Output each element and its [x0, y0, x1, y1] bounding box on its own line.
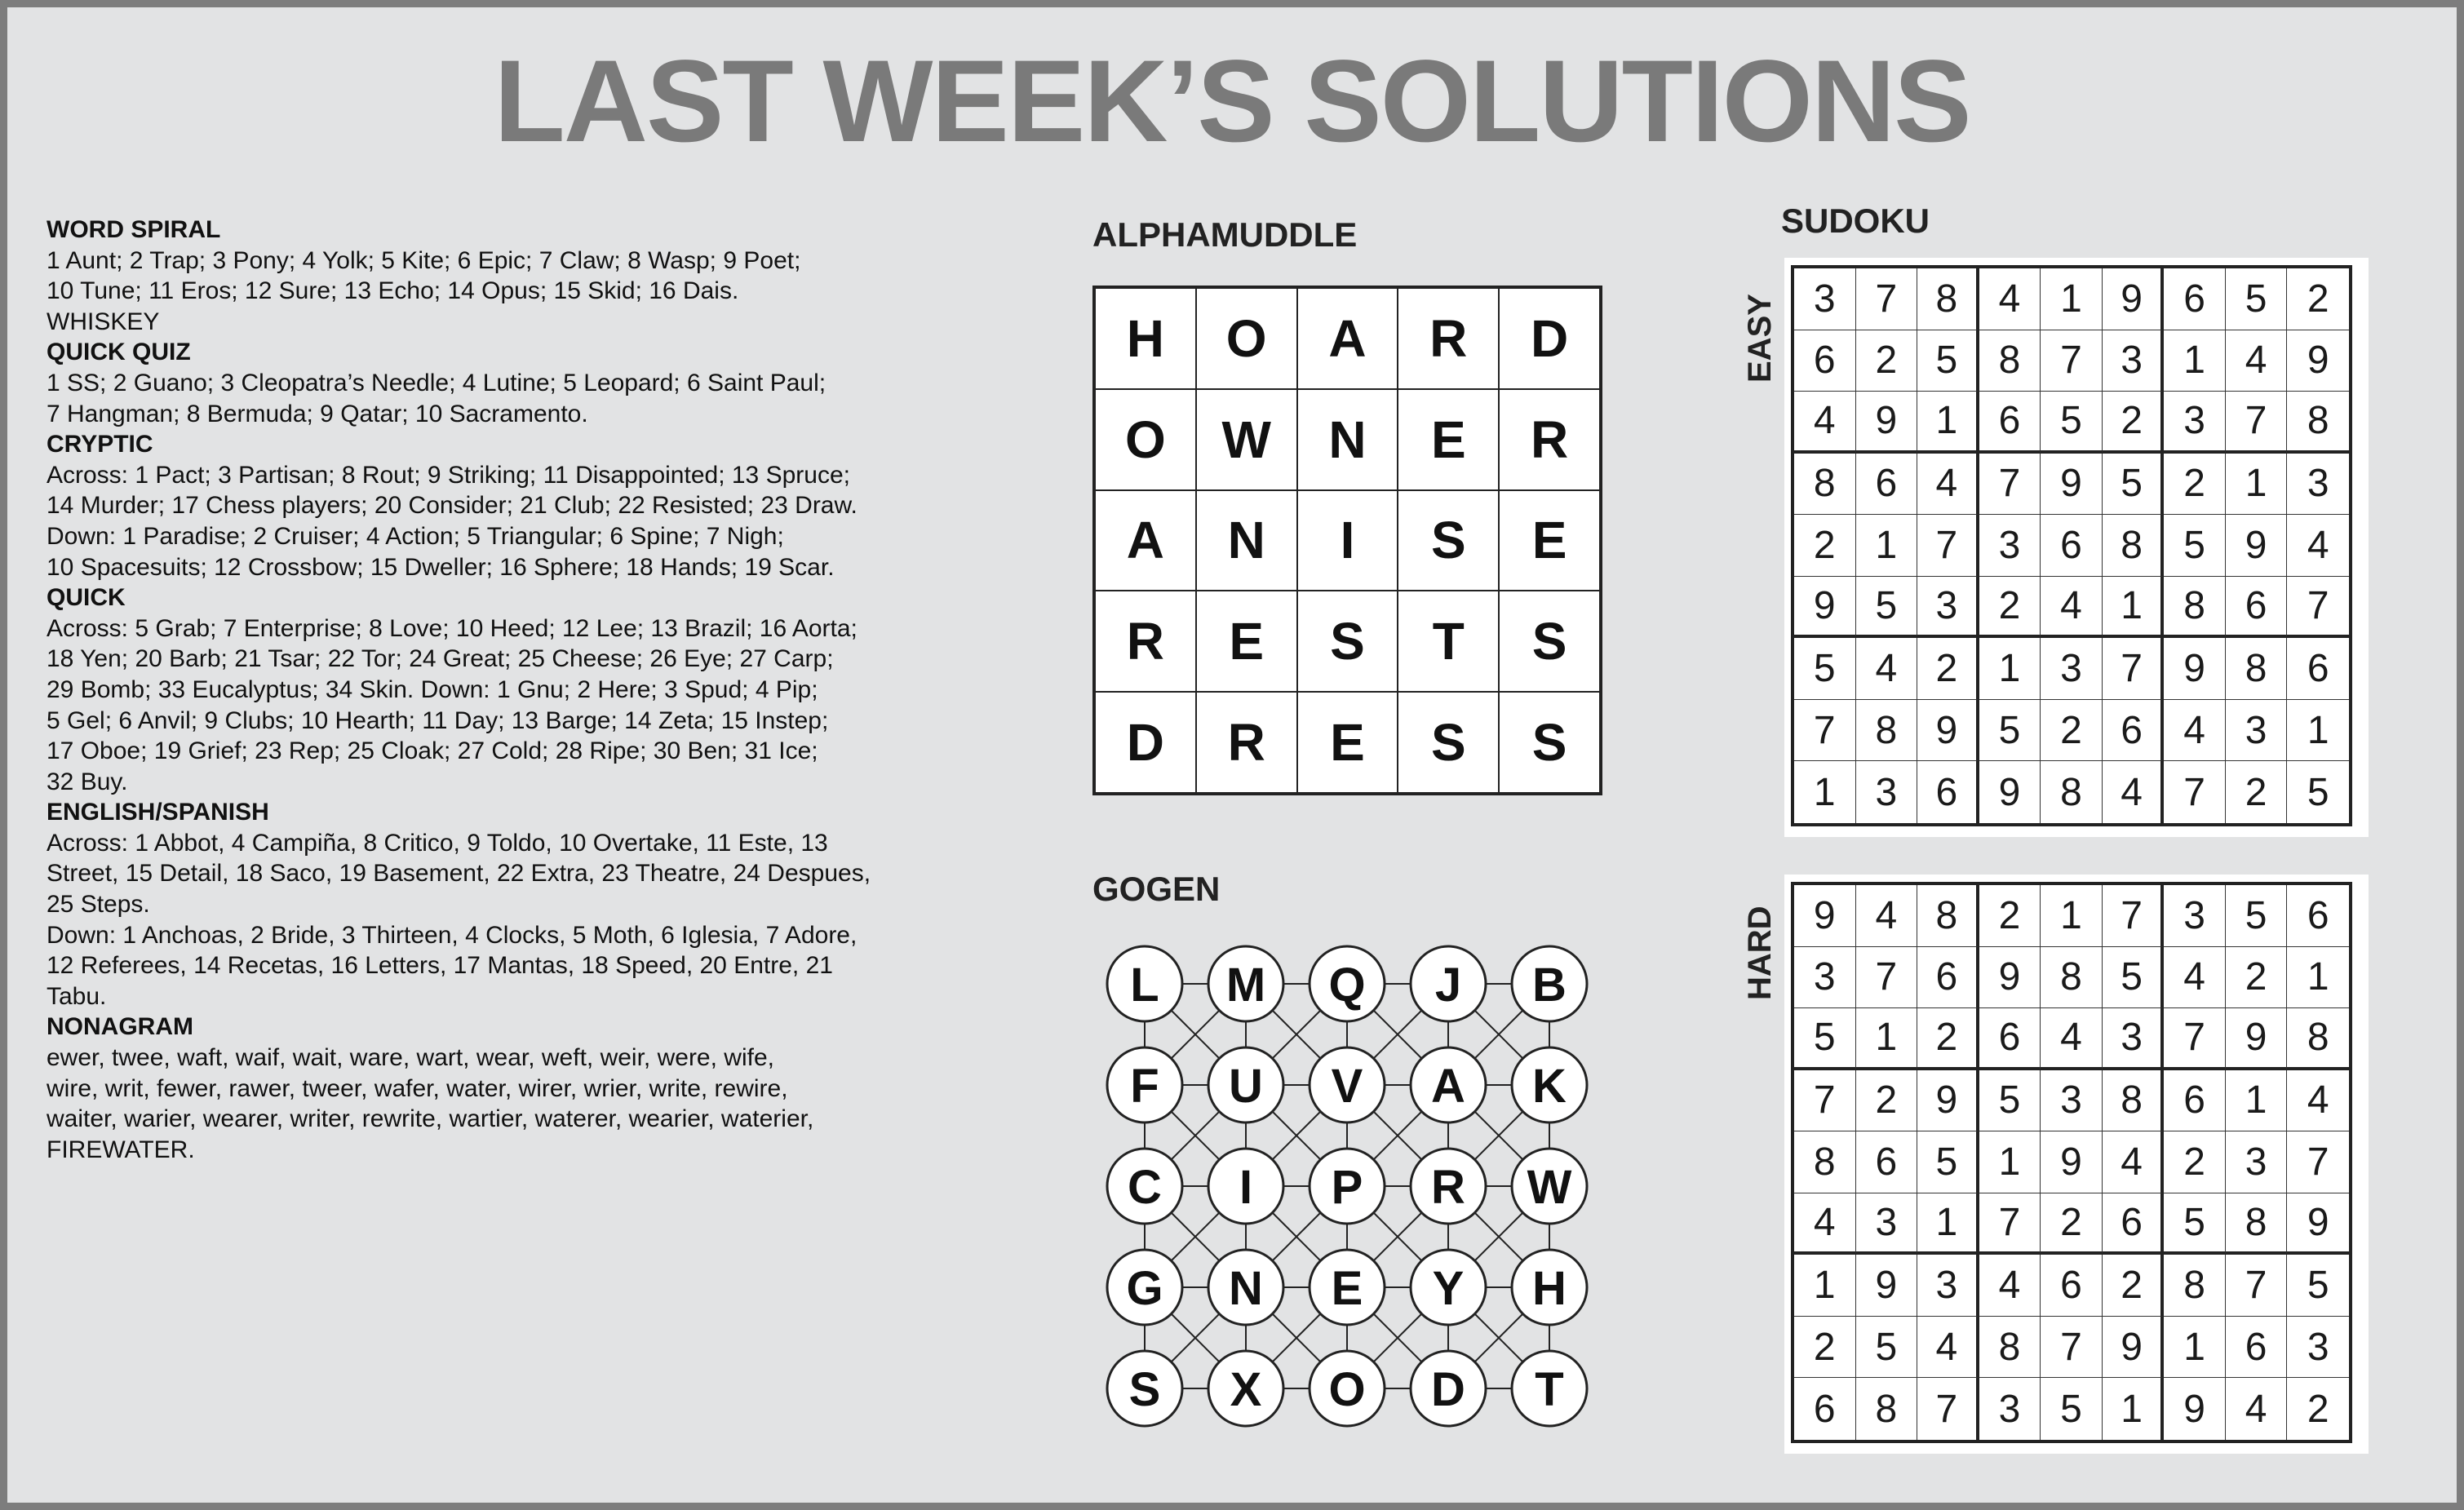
section-text-line: wire, writ, fewer, rawer, tweer, wafer, water, wirer, wrier, write, rewire,	[47, 1074, 788, 1102]
sudoku-hard-cell: 6	[2226, 1317, 2288, 1379]
sudoku-hard-cell: 3	[1794, 947, 1856, 1009]
gogen-letter: S	[1128, 1363, 1161, 1416]
sudoku-hard-cell: 7	[1917, 1378, 1979, 1440]
sudoku-hard-cell: 9	[1979, 947, 2041, 1009]
section-text-line: ewer, twee, waft, waif, wait, ware, wart, wear, weft, weir, were, wife,	[47, 1044, 774, 1072]
sudoku-hard-cell: 8	[1856, 1378, 1918, 1440]
sudoku-easy-cell: 1	[1856, 515, 1918, 577]
sudoku-easy-cell: 7	[1856, 268, 1918, 330]
sudoku-easy-cell: 5	[2226, 268, 2288, 330]
sudoku-hard-cell: 6	[1856, 1131, 1918, 1193]
section-text-line: 14 Murder; 17 Chess players; 20 Consider; 21 Club; 22 Resisted; 23 Draw.	[47, 492, 858, 520]
page-title: LAST WEEK’S SOLUTIONS	[494, 37, 1970, 166]
sudoku-hard-cell: 2	[1979, 885, 2041, 947]
alphamuddle-cell: S	[1499, 692, 1600, 793]
sudoku-easy-cell: 7	[2103, 638, 2165, 700]
section-text-line: FIREWATER.	[47, 1136, 195, 1163]
alphamuddle-cell: O	[1196, 288, 1297, 389]
sudoku-easy-cell: 8	[1979, 330, 2041, 392]
sudoku-easy-cell: 9	[2041, 454, 2103, 516]
sudoku-hard-cell: 1	[2103, 1378, 2165, 1440]
gogen-letter: H	[1532, 1262, 1567, 1315]
sudoku-hard-cell: 1	[2226, 1070, 2288, 1132]
alphamuddle-grid	[1092, 286, 1602, 795]
section-heading: NONAGRAM	[47, 1013, 193, 1041]
sudoku-easy-cell: 8	[2226, 638, 2288, 700]
sudoku-hard-cell: 5	[1794, 1008, 1856, 1070]
alphamuddle-cell: S	[1398, 490, 1499, 591]
sudoku-easy-cell: 8	[1856, 700, 1918, 762]
gogen-letter: V	[1331, 1060, 1363, 1113]
alphamuddle-cell: S	[1499, 591, 1600, 692]
sudoku-easy-cell: 2	[2287, 268, 2349, 330]
sudoku-easy-cell: 3	[2226, 700, 2288, 762]
sudoku-easy-cell: 9	[2287, 330, 2349, 392]
sudoku-easy-cell: 5	[1856, 577, 1918, 639]
alphamuddle-cell: N	[1297, 389, 1398, 490]
sudoku-hard-cell: 6	[2164, 1070, 2226, 1132]
gogen-letter: A	[1431, 1060, 1465, 1113]
gogen-letter: O	[1328, 1363, 1366, 1416]
sudoku-easy-cell: 3	[1917, 577, 1979, 639]
sudoku-hard-cell: 8	[1917, 885, 1979, 947]
sudoku-hard-cell: 5	[2103, 947, 2165, 1009]
sudoku-easy-cell: 9	[2103, 268, 2165, 330]
sudoku-hard-cell: 9	[2103, 1317, 2165, 1379]
sudoku-easy-cell: 1	[2287, 700, 2349, 762]
section-text-line: waiter, warier, wearer, writer, rewrite, wartier, waterer, wearier, waterier,	[47, 1105, 814, 1133]
gogen-letter: F	[1130, 1060, 1159, 1113]
sudoku-easy-cell: 5	[2041, 392, 2103, 454]
gogen-letter: C	[1128, 1161, 1162, 1214]
sudoku-hard-cell: 3	[2164, 885, 2226, 947]
section-text-line: 29 Bomb; 33 Eucalyptus; 34 Skin. Down: 1 Gnu; 2 Here; 3 Spud; 4 Pip;	[47, 675, 818, 703]
sudoku-hard-cell: 7	[1794, 1070, 1856, 1132]
sudoku-easy-label: EASY	[1742, 294, 1778, 383]
sudoku-easy-cell: 4	[2041, 577, 2103, 639]
sudoku-hard-cell: 5	[1979, 1070, 2041, 1132]
alphamuddle-cell: W	[1196, 389, 1297, 490]
sudoku-hard-cell: 4	[1979, 1255, 2041, 1317]
sudoku-easy-cell: 3	[2103, 330, 2165, 392]
section-text-line: 17 Oboe; 19 Grief; 23 Rep; 25 Cloak; 27 Cold; 28 Ripe; 30 Ben; 31 Ice;	[47, 737, 818, 765]
sudoku-hard-cell: 8	[1794, 1131, 1856, 1193]
sudoku-hard-cell: 1	[1979, 1131, 2041, 1193]
gogen-letter: Y	[1432, 1262, 1465, 1315]
sudoku-hard-cell: 6	[1794, 1378, 1856, 1440]
section-text-line: 10 Tune; 11 Eros; 12 Sure; 13 Echo; 14 Opus; 15 Skid; 16 Dais.	[47, 277, 739, 305]
sudoku-hard-cell: 7	[2226, 1255, 2288, 1317]
sudoku-hard-cell: 2	[2226, 947, 2288, 1009]
sudoku-easy-cell: 2	[1856, 330, 1918, 392]
sudoku-hard-cell: 5	[1856, 1317, 1918, 1379]
sudoku-easy-cell: 4	[2287, 515, 2349, 577]
sudoku-hard-cell: 6	[2287, 885, 2349, 947]
sudoku-easy-cell: 4	[1856, 638, 1918, 700]
section-heading: WORD SPIRAL	[47, 216, 221, 243]
sudoku-hard-cell: 8	[1979, 1317, 2041, 1379]
sudoku-easy-cell: 6	[2287, 638, 2349, 700]
section-text-line: 1 SS; 2 Guano; 3 Cleopatra’s Needle; 4 Lutine; 5 Leopard; 6 Saint Paul;	[47, 369, 827, 396]
sudoku-easy-cell: 8	[2287, 392, 2349, 454]
sudoku-easy-cell: 7	[2287, 577, 2349, 639]
sudoku-hard-cell: 2	[2164, 1131, 2226, 1193]
section-text-line: Tabu.	[47, 982, 107, 1010]
sudoku-easy-cell: 7	[1979, 454, 2041, 516]
alphamuddle-cell: E	[1499, 490, 1600, 591]
sudoku-hard-cell: 9	[1794, 885, 1856, 947]
sudoku-hard-cell: 4	[2164, 947, 2226, 1009]
sudoku-easy-cell: 1	[1917, 392, 1979, 454]
sudoku-easy-cell: 3	[2164, 392, 2226, 454]
sudoku-hard-cell: 9	[2041, 1131, 2103, 1193]
sudoku-hard-cell: 7	[2164, 1008, 2226, 1070]
sudoku-easy-grid	[1791, 265, 2352, 826]
sudoku-easy-cell: 3	[1979, 515, 2041, 577]
sudoku-easy-cell: 2	[1917, 638, 1979, 700]
sudoku-easy-cell: 6	[2041, 515, 2103, 577]
section-heading: QUICK	[47, 584, 126, 612]
sudoku-easy-cell: 8	[2041, 761, 2103, 823]
sudoku-hard-cell: 4	[2287, 1070, 2349, 1132]
alphamuddle-cell: D	[1499, 288, 1600, 389]
gogen-grid	[1092, 932, 1615, 1454]
sudoku-hard-cell: 8	[2226, 1193, 2288, 1255]
sudoku-hard-cell: 3	[1856, 1193, 1918, 1255]
gogen-letter: I	[1239, 1161, 1253, 1214]
section-text-line: Across: 1 Abbot, 4 Campiña, 8 Critico, 9 Toldo, 10 Overtake, 11 Este, 13	[47, 829, 828, 857]
alphamuddle-cell: R	[1196, 692, 1297, 793]
sudoku-hard-cell: 1	[2164, 1317, 2226, 1379]
sudoku-hard-cell: 2	[2041, 1193, 2103, 1255]
sudoku-hard-cell: 5	[2041, 1378, 2103, 1440]
alphamuddle-cell: E	[1398, 389, 1499, 490]
sudoku-hard-cell: 8	[2103, 1070, 2165, 1132]
sudoku-hard-label: HARD	[1742, 906, 1778, 1000]
sudoku-hard-cell: 3	[1979, 1378, 2041, 1440]
alphamuddle-cell: R	[1398, 288, 1499, 389]
sudoku-easy-cell: 4	[2164, 700, 2226, 762]
sudoku-easy-cell: 2	[2103, 392, 2165, 454]
sudoku-easy-cell: 7	[2164, 761, 2226, 823]
sudoku-easy-cell: 2	[2164, 454, 2226, 516]
sudoku-easy-cell: 4	[1917, 454, 1979, 516]
sudoku-hard-cell: 4	[1917, 1317, 1979, 1379]
gogen-letter: T	[1535, 1363, 1564, 1416]
section-text-line: Street, 15 Detail, 18 Saco, 19 Basement, 22 Extra, 23 Theatre, 24 Despues,	[47, 860, 871, 888]
sudoku-hard-cell: 6	[1917, 947, 1979, 1009]
sudoku-easy-cell: 4	[2226, 330, 2288, 392]
gogen-letter: N	[1229, 1262, 1263, 1315]
sudoku-hard-cell: 2	[2103, 1255, 2165, 1317]
alphamuddle-cell: S	[1398, 692, 1499, 793]
sudoku-easy-cell: 1	[2164, 330, 2226, 392]
gogen-letter: Q	[1328, 959, 1366, 1012]
alphamuddle-cell: A	[1297, 288, 1398, 389]
sudoku-easy-cell: 4	[2103, 761, 2165, 823]
sudoku-easy-cell: 6	[2164, 268, 2226, 330]
alphamuddle-heading: ALPHAMUDDLE	[1092, 215, 1358, 254]
gogen-letter: W	[1527, 1161, 1572, 1214]
sudoku-hard-cell: 4	[1856, 885, 1918, 947]
sudoku-easy-cell: 1	[2103, 577, 2165, 639]
sudoku-easy-cell: 4	[1794, 392, 1856, 454]
sudoku-hard-cell: 4	[2226, 1378, 2288, 1440]
gogen-heading: GOGEN	[1092, 870, 1221, 908]
section-text-line: 1 Aunt; 2 Trap; 3 Pony; 4 Yolk; 5 Kite; 6 Epic; 7 Claw; 8 Wasp; 9 Poet;	[47, 246, 801, 274]
sudoku-hard-cell: 7	[2103, 885, 2165, 947]
sudoku-hard-cell: 9	[2164, 1378, 2226, 1440]
sudoku-hard-cell: 2	[1794, 1317, 1856, 1379]
sudoku-easy-cell: 8	[1917, 268, 1979, 330]
sudoku-hard-cell: 4	[2103, 1131, 2165, 1193]
sudoku-hard-cell: 7	[1856, 947, 1918, 1009]
section-heading: ENGLISH/SPANISH	[47, 799, 269, 826]
sudoku-hard-cell: 1	[1917, 1193, 1979, 1255]
sudoku-easy-cell: 6	[1979, 392, 2041, 454]
section-text-line: Across: 1 Pact; 3 Partisan; 8 Rout; 9 Striking; 11 Disappointed; 13 Spruce;	[47, 461, 850, 489]
alphamuddle-cell: T	[1398, 591, 1499, 692]
sudoku-hard-cell: 6	[1979, 1008, 2041, 1070]
sudoku-easy-cell: 7	[1794, 700, 1856, 762]
section-text-line: Down: 1 Paradise; 2 Cruiser; 4 Action; 5 Triangular; 6 Spine; 7 Nigh;	[47, 522, 784, 550]
sudoku-easy-cell: 1	[2041, 268, 2103, 330]
sudoku-easy-cell: 5	[1979, 700, 2041, 762]
sudoku-hard-cell: 5	[2164, 1193, 2226, 1255]
alphamuddle-cell: A	[1095, 490, 1196, 591]
sudoku-easy-cell: 5	[1794, 638, 1856, 700]
alphamuddle-cell: O	[1095, 389, 1196, 490]
section-text-line: 10 Spacesuits; 12 Crossbow; 15 Dweller; 16 Sphere; 18 Hands; 19 Scar.	[47, 553, 835, 581]
sudoku-hard-cell: 3	[1917, 1255, 1979, 1317]
sudoku-hard-cell: 9	[1856, 1255, 1918, 1317]
sudoku-hard-cell: 9	[2226, 1008, 2288, 1070]
sudoku-easy-cell: 7	[2226, 392, 2288, 454]
section-text-line: 12 Referees, 14 Recetas, 16 Letters, 17 Mantas, 18 Speed, 20 Entre, 21	[47, 952, 833, 980]
sudoku-hard-cell: 2	[2307, 1387, 2329, 1431]
gogen-letter: K	[1532, 1060, 1567, 1113]
sudoku-easy-cell: 7	[2041, 330, 2103, 392]
sudoku-easy-cell: 1	[2226, 454, 2288, 516]
alphamuddle-cell: I	[1297, 490, 1398, 591]
alphamuddle-cell: E	[1196, 591, 1297, 692]
section-heading: CRYPTIC	[47, 431, 153, 458]
sudoku-easy-cell: 7	[1917, 515, 1979, 577]
gogen-letter: L	[1130, 959, 1159, 1012]
sudoku-hard-grid	[1791, 882, 2352, 1443]
sudoku-hard-cell: 3	[2287, 1317, 2349, 1379]
gogen-letter: E	[1331, 1262, 1363, 1315]
sudoku-hard-cell: 1	[1794, 1255, 1856, 1317]
sudoku-easy-cell: 8	[2164, 577, 2226, 639]
sudoku-easy-cell: 2	[1979, 577, 2041, 639]
sudoku-hard-cell: 4	[2041, 1008, 2103, 1070]
sudoku-hard-cell: 5	[1917, 1131, 1979, 1193]
gogen-letter: M	[1225, 959, 1266, 1012]
section-heading: QUICK QUIZ	[47, 339, 191, 366]
sudoku-easy-cell: 6	[1856, 454, 1918, 516]
sudoku-hard-cell: 7	[1979, 1193, 2041, 1255]
section-text-line: 32 Buy.	[47, 768, 128, 795]
section-text-line: Down: 1 Anchoas, 2 Bride, 3 Thirteen, 4 Clocks, 5 Moth, 6 Iglesia, 7 Adore,	[47, 921, 858, 949]
section-text-line: 18 Yen; 20 Barb; 21 Tsar; 22 Tor; 24 Great; 25 Cheese; 26 Eye; 27 Carp;	[47, 645, 834, 673]
sudoku-hard-cell: 2	[1856, 1070, 1918, 1132]
gogen-letter: X	[1230, 1363, 1262, 1416]
sudoku-hard-cell: 1	[2287, 947, 2349, 1009]
sudoku-easy-cell: 8	[1794, 454, 1856, 516]
sudoku-easy-cell: 3	[1856, 761, 1918, 823]
sudoku-easy-cell: 9	[2164, 638, 2226, 700]
sudoku-easy-cell: 3	[1794, 268, 1856, 330]
sudoku-easy-cell: 8	[2103, 515, 2165, 577]
sudoku-easy-cell: 5	[1917, 330, 1979, 392]
sudoku-hard-cell: 5	[2287, 1255, 2349, 1317]
section-text-line: 5 Gel; 6 Anvil; 9 Clubs; 10 Hearth; 11 Day; 13 Barge; 14 Zeta; 15 Instep;	[47, 706, 829, 734]
alphamuddle-cell: N	[1196, 490, 1297, 591]
text-solutions-column	[47, 215, 1026, 1165]
sudoku-easy-cell: 2	[1794, 515, 1856, 577]
sudoku-easy-cell: 6	[2226, 577, 2288, 639]
alphamuddle-cell: H	[1095, 288, 1196, 389]
sudoku-hard-panel	[1784, 875, 2369, 1454]
sudoku-hard-cell: 1	[2041, 885, 2103, 947]
sudoku-easy-cell: 6	[1794, 330, 1856, 392]
sudoku-hard-cell: 1	[1856, 1008, 1918, 1070]
sudoku-hard-cell: 8	[2287, 1008, 2349, 1070]
sudoku-easy-cell: 4	[1979, 268, 2041, 330]
sudoku-easy-cell: 6	[1917, 761, 1979, 823]
gogen-letter: U	[1229, 1060, 1263, 1113]
gogen-letter: P	[1331, 1161, 1363, 1214]
sudoku-hard-cell: 7	[2041, 1317, 2103, 1379]
sudoku-easy-cell: 9	[1979, 761, 2041, 823]
gogen-letter: G	[1126, 1262, 1163, 1315]
sudoku-easy-cell: 5	[2307, 770, 2329, 814]
sudoku-easy-cell: 2	[2226, 761, 2288, 823]
sudoku-hard-cell: 9	[2287, 1193, 2349, 1255]
gogen-letter: J	[1434, 959, 1462, 1012]
sudoku-easy-cell: 9	[1917, 700, 1979, 762]
sudoku-hard-cell: 2	[1917, 1008, 1979, 1070]
sudoku-hard-cell: 6	[2041, 1255, 2103, 1317]
sudoku-easy-cell: 9	[1856, 392, 1918, 454]
sudoku-hard-cell: 8	[2164, 1255, 2226, 1317]
sudoku-easy-cell: 3	[2287, 454, 2349, 516]
gogen-letter: B	[1532, 959, 1567, 1012]
sudoku-hard-cell: 3	[2041, 1070, 2103, 1132]
sudoku-hard-cell: 7	[2287, 1131, 2349, 1193]
sudoku-easy-cell: 6	[2103, 700, 2165, 762]
sudoku-hard-cell: 3	[2226, 1131, 2288, 1193]
sudoku-easy-cell: 9	[2226, 515, 2288, 577]
sudoku-easy-cell: 5	[2103, 454, 2165, 516]
sudoku-hard-cell: 4	[1794, 1193, 1856, 1255]
gogen-letter: D	[1431, 1363, 1465, 1416]
sudoku-hard-cell: 8	[2041, 947, 2103, 1009]
sudoku-easy-cell: 1	[1794, 761, 1856, 823]
sudoku-easy-cell: 1	[1979, 638, 2041, 700]
solutions-page	[7, 7, 2457, 1503]
section-text-line: 25 Steps.	[47, 891, 150, 919]
alphamuddle-cell: R	[1095, 591, 1196, 692]
sudoku-easy-panel	[1784, 258, 2369, 837]
sudoku-hard-cell: 5	[2226, 885, 2288, 947]
alphamuddle-cell: R	[1499, 389, 1600, 490]
section-text-line: WHISKEY	[47, 308, 160, 335]
sudoku-hard-cell: 9	[1917, 1070, 1979, 1132]
sudoku-easy-cell: 5	[2164, 515, 2226, 577]
section-text-line: 7 Hangman; 8 Bermuda; 9 Qatar; 10 Sacramento.	[47, 400, 588, 427]
alphamuddle-cell: S	[1297, 591, 1398, 692]
sudoku-easy-cell: 3	[2041, 638, 2103, 700]
sudoku-easy-cell: 9	[1794, 577, 1856, 639]
gogen-letter: R	[1431, 1161, 1465, 1214]
sudoku-hard-cell: 3	[2103, 1008, 2165, 1070]
sudoku-heading: SUDOKU	[1781, 201, 1930, 240]
section-text-line: Across: 5 Grab; 7 Enterprise; 8 Love; 10 Heed; 12 Lee; 13 Brazil; 16 Aorta;	[47, 614, 858, 642]
sudoku-hard-cell: 6	[2103, 1193, 2165, 1255]
alphamuddle-cell: E	[1297, 692, 1398, 793]
sudoku-easy-cell: 2	[2041, 700, 2103, 762]
alphamuddle-cell: D	[1095, 692, 1196, 793]
